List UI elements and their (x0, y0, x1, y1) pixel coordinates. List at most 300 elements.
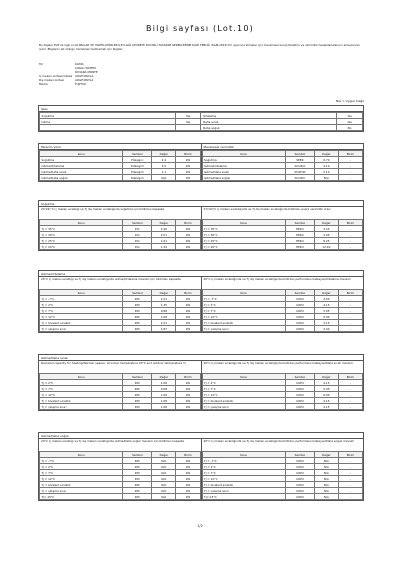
table-cell: – (338, 476, 362, 482)
column-header: Sembol (123, 220, 152, 226)
table-cell: Pdh (123, 314, 152, 320)
design-load-column (39, 144, 201, 181)
column-header: Birim (176, 151, 200, 157)
table-cell: Tj = 7°C (202, 470, 285, 476)
table-cell: Tj = 2°C (202, 302, 285, 308)
table-cell: 12.40 (314, 244, 338, 250)
table-cell: N/A (152, 175, 176, 181)
table-cell: kW (176, 226, 200, 232)
column-header: Konu (202, 151, 285, 157)
table-cell: – (338, 404, 362, 410)
table-cell: 2.40 (152, 226, 176, 232)
table-cell: COPd (285, 404, 314, 410)
table-cell: – (338, 157, 362, 163)
table-row (202, 494, 363, 500)
heating-average-cop-column (201, 277, 364, 332)
table-cell: Tj = 7°C (40, 470, 123, 476)
heating-warmer-cop-table (202, 373, 364, 410)
table-cell: COPd (285, 476, 314, 482)
table-cell: Tj = 20°C (40, 244, 123, 250)
table-cell: Tj = bivalent sıcaklık (202, 482, 285, 488)
table-cell: kW (176, 470, 200, 476)
table-cell: N/A (314, 488, 338, 494)
table-cell (175, 125, 201, 131)
heating-warmer-cop-description: 20°C iç mekan sıcaklığında ve Tj dış mekan sıcaklığında bildirilen performans katsayısı/Daha sıcak mevsim (203, 361, 353, 365)
column-header: Değer (152, 452, 176, 458)
table-cell: 1.61 (152, 238, 176, 244)
column-header: Sembol (285, 374, 314, 380)
heating-colder-cop-table (202, 451, 364, 500)
table-cell: – (338, 314, 362, 320)
table-cell: Pdh (123, 380, 152, 386)
table-cell: – (338, 302, 362, 308)
table-cell: 5.05 (314, 308, 338, 314)
table-cell: 2.40 (314, 326, 338, 332)
table-cell: kW (176, 386, 200, 392)
table-cell: – (338, 488, 362, 494)
table-cell: 4.15 (314, 404, 338, 410)
table-cell: 1.34 (152, 244, 176, 250)
table-cell: 4.15 (314, 398, 338, 404)
seasonal-efficiency-heading: Mevsimsel verimlilik (202, 144, 364, 150)
page-number: 1/2 (197, 524, 203, 528)
table-cell: Tj = 7°C (40, 386, 123, 392)
column-header: Konu (40, 452, 123, 458)
column-header: Birim (176, 220, 200, 226)
column-header: Birim (176, 452, 200, 458)
table-cell: 1.08 (152, 398, 176, 404)
table-cell: COPd (285, 380, 314, 386)
table-cell: Ortalama (201, 113, 337, 119)
table-cell: kW (176, 157, 200, 163)
table-cell: Tj = bivalent sıcaklık (40, 320, 123, 326)
table-cell: Tj = 12°C (202, 392, 285, 398)
seasonal-efficiency-column (201, 144, 364, 181)
table-cell: kW (176, 326, 200, 332)
table-cell: 6.70 (314, 157, 338, 163)
table-cell: Isıtma/Daha soğuk (40, 175, 123, 181)
table-row (40, 326, 201, 332)
cooling-heading: Soğutma (39, 201, 363, 207)
table-cell: COPd (285, 308, 314, 314)
meta-value: ÇOKLU SİSTEM (75, 66, 96, 70)
table-cell: 1.1 (152, 169, 176, 175)
table-row (202, 326, 363, 332)
table-cell: N/A (314, 494, 338, 500)
column-header: Sembol (285, 151, 314, 157)
table-cell: Pdc (123, 238, 152, 244)
table-cell: Tj = 2°C (40, 302, 123, 308)
heating-average-capacity-table (39, 289, 201, 332)
table-cell: Tj = 12°C (40, 314, 123, 320)
function-table (39, 112, 363, 131)
table-cell: Pdc (123, 232, 152, 238)
table-cell: Pdesignh (123, 163, 152, 169)
table-cell: COPd (285, 398, 314, 404)
heating-average-capacity-description: 20°C iç mekan sıcaklığı ve Tj dış mekan sıcaklığında ısıtma/Ortalama mevsim için bildirilen kapasite (41, 277, 181, 281)
table-cell: 4.95 (314, 232, 338, 238)
table-cell: Tj = 2°C (202, 464, 285, 470)
column-header: Konu (202, 374, 285, 380)
heating-warmer-capacity-table (39, 373, 201, 410)
heating-warmer-cop-column (201, 361, 364, 410)
cooling-section (38, 200, 364, 251)
table-cell: – (338, 464, 362, 470)
table-cell: Yes (337, 119, 363, 125)
table-cell: Tj = 7°C (40, 308, 123, 314)
cooling-eer-column (201, 207, 364, 250)
table-cell: Tj = 2°C (40, 464, 123, 470)
table-cell: Tj = 12°C (40, 392, 123, 398)
table-cell: Tj = 30°C (40, 232, 123, 238)
table-cell: Yes (337, 113, 363, 119)
table-cell: N/A (152, 470, 176, 476)
table-cell: Pdh (123, 308, 152, 314)
table-cell: COPd (285, 488, 314, 494)
table-cell: Pdc (123, 244, 152, 250)
table-cell: – (338, 226, 362, 232)
table-cell: kW (176, 392, 200, 398)
table-cell: kW (176, 494, 200, 500)
table-cell: COPd (285, 326, 314, 332)
table-cell: 6.90 (314, 314, 338, 320)
table-cell: 0.08 (152, 386, 176, 392)
table-cell: Pdc (123, 226, 152, 232)
table-cell: – (338, 326, 362, 332)
table-cell: kW (176, 488, 200, 494)
table-cell: COPd (285, 392, 314, 398)
table-cell: 3.24 (314, 226, 338, 232)
table-cell: Isıtma (40, 119, 176, 125)
table-cell: Pdh (123, 482, 152, 488)
table-cell: N/A (314, 175, 338, 181)
table-cell: Tj = çalışma sınırı (202, 326, 285, 332)
table-cell: N/A (152, 494, 176, 500)
cooling-eer-table (202, 219, 364, 250)
heating-colder-heading: Isıtma/Daha soğuk (39, 433, 363, 439)
page-title: Bilgi sayfası (Lot.10) (146, 24, 254, 33)
table-cell: N/A (314, 482, 338, 488)
table-cell: COPd (285, 470, 314, 476)
table-cell: Soğutma (40, 113, 176, 119)
table-cell: EERd (285, 226, 314, 232)
column-header: Değer (152, 290, 176, 296)
table-cell (40, 125, 176, 131)
table-row (40, 175, 201, 181)
table-cell: Pdesignh (123, 175, 152, 181)
table-cell: kW (176, 169, 200, 175)
table-cell: Tj = çalışma sınırı (40, 488, 123, 494)
table-cell: 2.21 (152, 296, 176, 302)
table-cell: kW (176, 244, 200, 250)
table-cell: kW (176, 458, 200, 464)
table-cell: Tj = bivalent sıcaklık (202, 398, 285, 404)
table-cell: Pdesignc (123, 157, 152, 163)
table-cell: – (338, 232, 362, 238)
table-cell: EERd (285, 232, 314, 238)
table-cell: N/A (152, 464, 176, 470)
na-note: N/A = Uygun Değil (335, 99, 364, 103)
table-cell: Tj=-15°C (40, 494, 123, 500)
table-row (202, 175, 363, 181)
table-cell: 1.08 (152, 380, 176, 386)
column-header: Birim (338, 374, 362, 380)
table-cell: – (338, 380, 362, 386)
table-cell: – (338, 163, 362, 169)
column-header: Sembol (285, 220, 314, 226)
table-cell: EERd (285, 244, 314, 250)
table-cell: Yes (175, 113, 201, 119)
table-cell: Tj = çalışma sınırı (40, 404, 123, 410)
table-cell: – (338, 175, 362, 181)
table-cell: COPd (285, 320, 314, 326)
table-cell: Tj = 25°C (202, 238, 285, 244)
intro-text: Bu bilgiler EVP ile ilgili en KLİMALAR VE VANTİLATÖRLER İLE İLGİLİ ÇEVREYE DUYARLI TASARIM GEREKLERİNE DAİR TEBLİĞ (SGM-2012/13) uyarınca klimalar için mevsimsel enerji tüketimi ve verimlilik hesaplamalarının amaçlarının içerir. Bilgilerin ait olduğu model/seri belirlemek için bilgiler: (39, 43, 361, 51)
column-header: Birim (338, 452, 362, 458)
table-cell: – (338, 169, 362, 175)
table-cell: kW (176, 302, 200, 308)
column-header: Değer (314, 151, 338, 157)
table-cell: Pdh (123, 404, 152, 410)
table-cell: Tj = 12°C (40, 476, 123, 482)
table-cell: Daha sıcak (201, 119, 337, 125)
table-cell: Pdh (123, 494, 152, 500)
design-load-table (39, 150, 201, 181)
table-cell: 4.15 (314, 380, 338, 386)
column-header: Konu (202, 452, 285, 458)
table-cell: – (338, 244, 362, 250)
table-cell: – (338, 494, 362, 500)
function-section (38, 105, 364, 132)
table-cell: kW (176, 238, 200, 244)
meta-value: FUJITSU (75, 82, 86, 86)
column-header: Değer (152, 374, 176, 380)
table-cell: 1.08 (152, 392, 176, 398)
table-cell: 1.35 (152, 302, 176, 308)
column-header: Konu (202, 220, 285, 226)
table-cell: Soğutma (40, 157, 123, 163)
table-cell: Isıtma/Daha sıcak (202, 169, 285, 175)
cooling-capacity-description: 27(19)°C iç mekan sıcaklığı ve Tj dış mekan sıcaklığında soğutma için bildirilen kapasite (41, 207, 165, 211)
table-cell: Tj = bivalent sıcaklık (40, 398, 123, 404)
table-cell: COPd (285, 296, 314, 302)
table-cell: Isıtma/Daha soğuk (202, 175, 285, 181)
heating-warmer-capacity-column (39, 361, 201, 410)
column-header: Sembol (123, 290, 152, 296)
table-cell: COPd (285, 494, 314, 500)
table-cell: Tj = bivalent sıcaklık (202, 320, 285, 326)
table-cell: Isıtma/Ortalama (40, 163, 123, 169)
table-cell: – (338, 320, 362, 326)
table-cell: SEER (285, 157, 314, 163)
column-header: Değer (314, 452, 338, 458)
meta-label: Marka (39, 82, 48, 86)
table-cell: Daha soğuk (201, 125, 337, 131)
meta-row (39, 82, 98, 86)
heating-average-cop-table (202, 289, 364, 332)
table-cell: kW (176, 482, 200, 488)
table-cell: 0.88 (152, 308, 176, 314)
cooling-capacity-column (39, 207, 201, 250)
meta-label: Dış mekan ünitesi (39, 78, 65, 82)
table-cell: – (338, 392, 362, 398)
table-cell: kW (176, 175, 200, 181)
table-cell: Tj = -7°C (202, 296, 285, 302)
table-cell: Tj=-15°C (202, 494, 285, 500)
column-header: Konu (40, 374, 123, 380)
column-header: Değer (152, 220, 176, 226)
design-load-heading: Tasarım yükü (39, 144, 201, 150)
table-row (40, 494, 201, 500)
column-header: Konu (202, 290, 285, 296)
table-cell: N/A (152, 476, 176, 482)
table-cell: N/A (152, 482, 176, 488)
cooling-eer-description: 27(19)°C iç mekan sıcaklığında ve Tj dış mekan sıcaklığında bildirilen enerji verimlilik oranı (203, 207, 331, 211)
table-cell: 2.4 (152, 157, 176, 163)
heating-colder-cop-column (201, 439, 364, 500)
table-cell: Pdh (123, 296, 152, 302)
table-row (202, 404, 363, 410)
table-cell: Tj = çalışma sınırı (40, 326, 123, 332)
meta-value: DUVARA MONTE (75, 70, 98, 74)
table-cell: Tj = 12°C (202, 314, 285, 320)
meta-label: Tür (39, 62, 44, 66)
table-cell: 6.90 (314, 392, 338, 398)
table-cell: 2.21 (152, 320, 176, 326)
table-cell: kW (176, 232, 200, 238)
table-row (202, 244, 363, 250)
table-cell: EERd (285, 238, 314, 244)
heating-warmer-capacity-description: Declared capacity for heating/Warmer season, at indoor temperature 20°C and outdoor temperature Tj (41, 361, 186, 365)
table-cell: kW (176, 398, 200, 404)
heating-colder-capacity-table (39, 451, 201, 500)
table-cell: kW (176, 476, 200, 482)
heating-warmer-section (38, 354, 364, 411)
table-cell: Tj = çalışma sınırı (202, 488, 285, 494)
cooling-capacity-table (39, 219, 201, 250)
table-cell: SCOP/A (285, 163, 314, 169)
column-header: Konu (40, 290, 123, 296)
column-header: Birim (176, 290, 200, 296)
table-cell: Pdh (123, 464, 152, 470)
column-header: Değer (152, 151, 176, 157)
table-cell: N/A (314, 464, 338, 470)
table-cell: kW (176, 308, 200, 314)
column-header: Birim (176, 374, 200, 380)
column-header: Birim (338, 290, 362, 296)
table-cell: 2.50 (314, 296, 338, 302)
model-meta (39, 62, 98, 86)
table-cell: Tj = 7°C (202, 308, 285, 314)
heating-average-capacity-column (39, 277, 201, 332)
table-cell: N/A (314, 458, 338, 464)
meta-value: AOGH18LTLA (75, 74, 94, 78)
table-cell: – (338, 296, 362, 302)
table-cell: COPd (285, 458, 314, 464)
function-heading: İşlev (39, 106, 363, 112)
table-cell: – (338, 386, 362, 392)
table-cell: Isıtma/Ortalama (202, 163, 285, 169)
table-cell: Yes (175, 119, 201, 125)
table-row (40, 404, 201, 410)
table-cell: Tj = 20°C (202, 244, 285, 250)
table-cell: Pdesignh (123, 169, 152, 175)
table-cell: SCOP/W (285, 169, 314, 175)
column-header: Konu (40, 220, 123, 226)
table-cell: COPd (285, 314, 314, 320)
heating-colder-capacity-description: 20°C iç mekan sıcaklığı ve Tj dış mekan sıcaklığında ısıtma/Daha soğuk mevsim için bildirilen kapasite (41, 439, 185, 443)
table-row (40, 244, 201, 250)
table-cell: Tj = 7°C (202, 386, 285, 392)
table-cell: N/A (314, 476, 338, 482)
table-row (40, 125, 363, 131)
table-cell: Tj = çalışma sınırı (202, 404, 285, 410)
column-header: Sembol (123, 452, 152, 458)
table-cell: N/A (314, 470, 338, 476)
table-cell: N/A (152, 488, 176, 494)
table-cell: Tj = 12°C (202, 476, 285, 482)
table-cell: – (338, 458, 362, 464)
table-cell: Pdh (123, 488, 152, 494)
table-cell: – (338, 482, 362, 488)
table-cell: N/A (152, 458, 176, 464)
table-cell: – (338, 398, 362, 404)
table-cell: Pdh (123, 326, 152, 332)
column-header: Değer (314, 374, 338, 380)
meta-value: AOGH18LTLA (75, 78, 94, 82)
column-header: Değer (314, 220, 338, 226)
table-cell: kW (176, 163, 200, 169)
table-cell: 2.51 (152, 232, 176, 238)
table-cell: Tj = bivalent sıcaklık (40, 482, 123, 488)
table-cell: kW (176, 320, 200, 326)
table-cell: kW (176, 404, 200, 410)
column-header: Değer (314, 290, 338, 296)
table-cell: Tj = -7°C (40, 296, 123, 302)
table-cell: Pdh (123, 386, 152, 392)
table-cell: kW (176, 314, 200, 320)
heating-colder-section (38, 432, 364, 501)
heating-colder-capacity-column (39, 439, 201, 500)
table-cell: 1.87 (152, 326, 176, 332)
table-cell: 2.15 (314, 320, 338, 326)
table-cell: Tj = 30°C (202, 232, 285, 238)
table-cell: Pdh (123, 470, 152, 476)
table-cell: Pdh (123, 392, 152, 398)
meta-value: KLİMA (75, 62, 84, 66)
table-cell: Tj = 2°C (40, 380, 123, 386)
table-cell: Pdh (123, 398, 152, 404)
table-cell: – (338, 308, 362, 314)
table-cell: Tj = 2°C (202, 380, 285, 386)
table-cell: COPd (285, 302, 314, 308)
table-cell: 8.25 (314, 238, 338, 244)
table-cell: Pdh (123, 302, 152, 308)
table-cell: Tj = -7°C (40, 458, 123, 464)
table-cell: – (338, 238, 362, 244)
table-cell: kW (176, 380, 200, 386)
table-cell: Tj = 35°C (202, 226, 285, 232)
table-cell: Pdh (123, 320, 152, 326)
heating-warmer-heading: Isıtma/Daha sıcak (39, 355, 363, 361)
column-header: Birim (338, 151, 362, 157)
meta-label: İç mekan ünitesi/ünitesi (39, 74, 73, 78)
capacity-section (38, 143, 364, 182)
table-cell: Pdh (123, 476, 152, 482)
table-cell: Tj = 35°C (40, 226, 123, 232)
table-cell: COPd (285, 386, 314, 392)
heating-colder-cop-description: 20°C iç mekan sıcaklığında ve Tj dış mekan sıcaklığında bildirilen performans katsayısı/Daha soğuk mevsim (203, 439, 355, 443)
